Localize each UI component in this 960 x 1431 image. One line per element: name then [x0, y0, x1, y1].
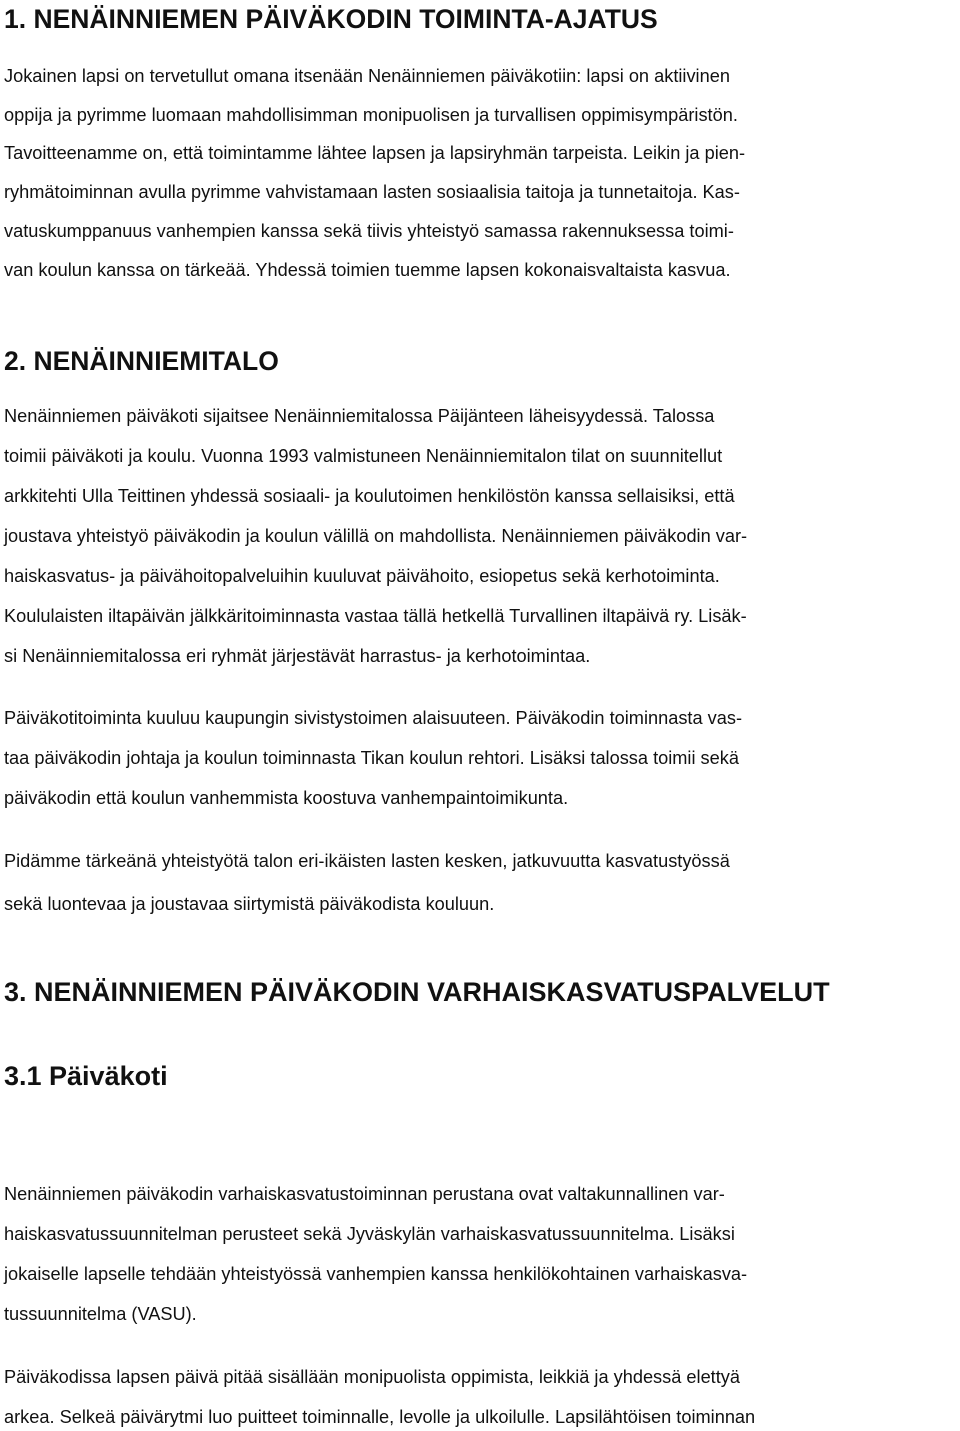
- section-2-paragraph-1-line: Koululaisten iltapäivän jälkkäritoiminnasta vastaa tällä hetkellä Turvallinen iltapäivä ry. Lisäk-: [4, 606, 747, 626]
- section-3-paragraph-1-line: haiskasvatussuunnitelman perusteet sekä Jyväskylän varhaiskasvatussuunnitelma. Lisäksi: [4, 1224, 735, 1244]
- section-1-line: van koulun kanssa on tärkeää. Yhdessä toimien tuemme lapsen kokonaisvaltaista kasvua.: [4, 260, 731, 280]
- section-3-paragraph-1-line: tussuunnitelma (VASU).: [4, 1304, 197, 1324]
- section-3-1-subheading: 3.1 Päiväkoti: [4, 1061, 168, 1091]
- section-1-heading: 1. NENÄINNIEMEN PÄIVÄKODIN TOIMINTA-AJATUS: [4, 4, 658, 34]
- section-2-paragraph-1-line: joustava yhteistyö päiväkodin ja koulun välillä on mahdollista. Nenäinniemen päiväkodin var-: [4, 526, 748, 546]
- section-2-paragraph-3-line: Pidämme tärkeänä yhteistyötä talon eri-ikäisten lasten kesken, jatkuvuutta kasvatustyössä: [4, 851, 730, 871]
- section-3-paragraph-1-line: jokaiselle lapselle tehdään yhteistyössä vanhempien kanssa henkilökohtainen varhaiskasva-: [4, 1264, 748, 1284]
- section-2-paragraph-1-line: arkkitehti Ulla Teittinen yhdessä sosiaali- ja koulutoimen henkilöstön kanssa sellaisiksi, että: [4, 486, 735, 506]
- section-2-paragraph-2-line: päiväkodin että koulun vanhemmista koostuva vanhempaintoimikunta.: [4, 788, 569, 808]
- section-3-paragraph-2-line: Päiväkodissa lapsen päivä pitää sisällään monipuolista oppimista, leikkiä ja yhdessä elettyä: [4, 1367, 740, 1387]
- section-2-paragraph-1-line: haiskasvatus- ja päivähoitopalveluihin kuuluvat päivähoito, esiopetus sekä kerhotoiminta.: [4, 566, 720, 586]
- section-1-line: Tavoitteenamme on, että toimintamme lähtee lapsen ja lapsiryhmän tarpeista. Leikin ja pien-: [4, 143, 746, 163]
- section-3-paragraph-1-line: Nenäinniemen päiväkodin varhaiskasvatustoiminnan perustana ovat valtakunnallinen var-: [4, 1184, 725, 1204]
- section-2-paragraph-1-line: toimii päiväkoti ja koulu. Vuonna 1993 valmistuneen Nenäinniemitalon tilat on suunnitellut: [4, 446, 723, 466]
- section-1-line: ryhmätoiminnan avulla pyrimme vahvistamaan lasten sosiaalisia taitoja ja tunnetaitoja. Kas-: [4, 182, 740, 202]
- section-3-heading: 3. NENÄINNIEMEN PÄIVÄKODIN VARHAISKASVATUSPALVELUT: [4, 977, 830, 1007]
- section-2-paragraph-3-line: sekä luontevaa ja joustavaa siirtymistä päiväkodista kouluun.: [4, 894, 495, 914]
- section-2-paragraph-1-line: si Nenäinniemitalossa eri ryhmät järjestävät harrastus- ja kerhotoimintaa.: [4, 646, 591, 666]
- section-1-line: vatuskumppanuus vanhempien kanssa sekä tiivis yhteistyö samassa rakennuksessa toimi-: [4, 221, 734, 241]
- section-2-heading: 2. NENÄINNIEMITALO: [4, 346, 279, 376]
- section-1-line: Jokainen lapsi on tervetullut omana itsenään Nenäinniemen päiväkotiin: lapsi on aktiivinen: [4, 66, 730, 86]
- section-1-line: oppija ja pyrimme luomaan mahdollisimman monipuolisen ja turvallisen oppimisympäristön.: [4, 105, 738, 125]
- section-2-paragraph-2-line: Päiväkotitoiminta kuuluu kaupungin sivistystoimen alaisuuteen. Päiväkodin toiminnasta vas-: [4, 708, 743, 728]
- section-2-paragraph-2-line: taa päiväkodin johtaja ja koulun toiminnasta Tikan koulun rehtori. Lisäksi talossa toimii sekä: [4, 748, 739, 768]
- section-2-paragraph-1-line: Nenäinniemen päiväkoti sijaitsee Nenäinniemitalossa Päijänteen läheisyydessä. Talossa: [4, 406, 715, 426]
- section-3-paragraph-2-line: arkea. Selkeä päivärytmi luo puitteet toiminnalle, levolle ja ulkoilulle. Lapsilähtöisen toiminnan: [4, 1407, 756, 1427]
